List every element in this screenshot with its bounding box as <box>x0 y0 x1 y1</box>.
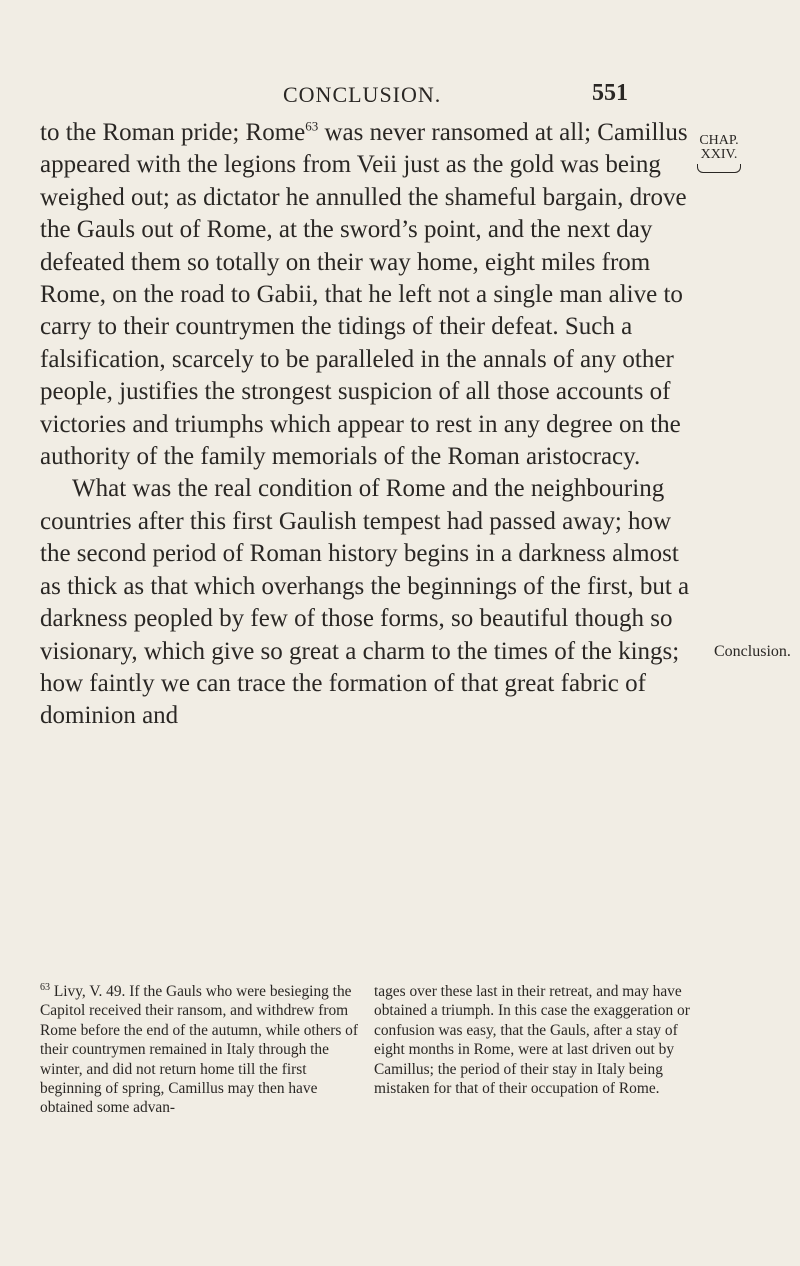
margin-chapter-note <box>697 134 741 173</box>
footnotes <box>40 982 692 1118</box>
page-number: 551 <box>592 80 628 106</box>
footnote-column-right <box>374 982 692 1118</box>
footnote-left-text <box>40 982 358 1118</box>
paragraph-1-start: to the Roman pride; Rome <box>40 119 306 146</box>
paragraph-1-rest: was never ransomed at all; Camillus appeared with the legions from Veii just as the gold was being weighed out; as dictator he annulled the shameful bargain, drove the Gauls out of Rome, at the sword’s point, and the next day defeated them so totally on their way home, eight miles from Rome, on the road to Gabii, that he left not a single man alive to carry to their countrymen the tidings of their defeat. Such a falsification, scarcely to be paralleled in the annals of any other people, justifies the strongest suspicion of all those accounts of victories and triumphs which appear to rest in any degree on the authority of the family memorials of the Roman aristocracy. <box>40 119 688 471</box>
footnote-number: 63 <box>40 981 50 993</box>
footnote-column-left <box>40 982 358 1118</box>
margin-chap-label: CHAP. <box>699 133 739 148</box>
main-text <box>40 117 692 733</box>
paragraph-1 <box>40 117 692 473</box>
paragraph-2: What was the real condition of Rome and the neighbouring countries after this first Gaulish tempest had passed away; how the second period of Roman history begins in a darkness almost as thick as that which overhangs the beginnings of the first, but a darkness peopled by few of those forms, so beautiful though so visionary, which give so great a charm to the times of the kings; how faintly we can trace the formation of that great fabric of dominion and <box>40 475 690 730</box>
running-title: CONCLUSION. <box>283 82 442 107</box>
footnote-reference: 63 <box>305 118 319 134</box>
margin-chap-number: XXIV. <box>700 147 738 162</box>
footnote-left-body: Livy, V. 49. If the Gauls who were besieging the Capitol received their ransom, and withdrew from Rome before the end of the autumn, while others of their countrymen remained in Italy through the winter, and did not return home till the first beginning of spring, Camillus may then have obtained some advan- <box>40 983 358 1117</box>
page-header <box>0 82 800 122</box>
brace-ornament <box>697 164 741 173</box>
footnote-right-text: tages over these last in their retreat, and may have obtained a triumph. In this case the exaggeration or confusion was easy, that the Gauls, after a stay of eight months in Rome, were at last driven out by Camillus; the period of their stay in Italy being mistaken for that of their occupation of Rome. <box>374 983 690 1098</box>
margin-section-note: Conclusion. <box>714 643 791 660</box>
